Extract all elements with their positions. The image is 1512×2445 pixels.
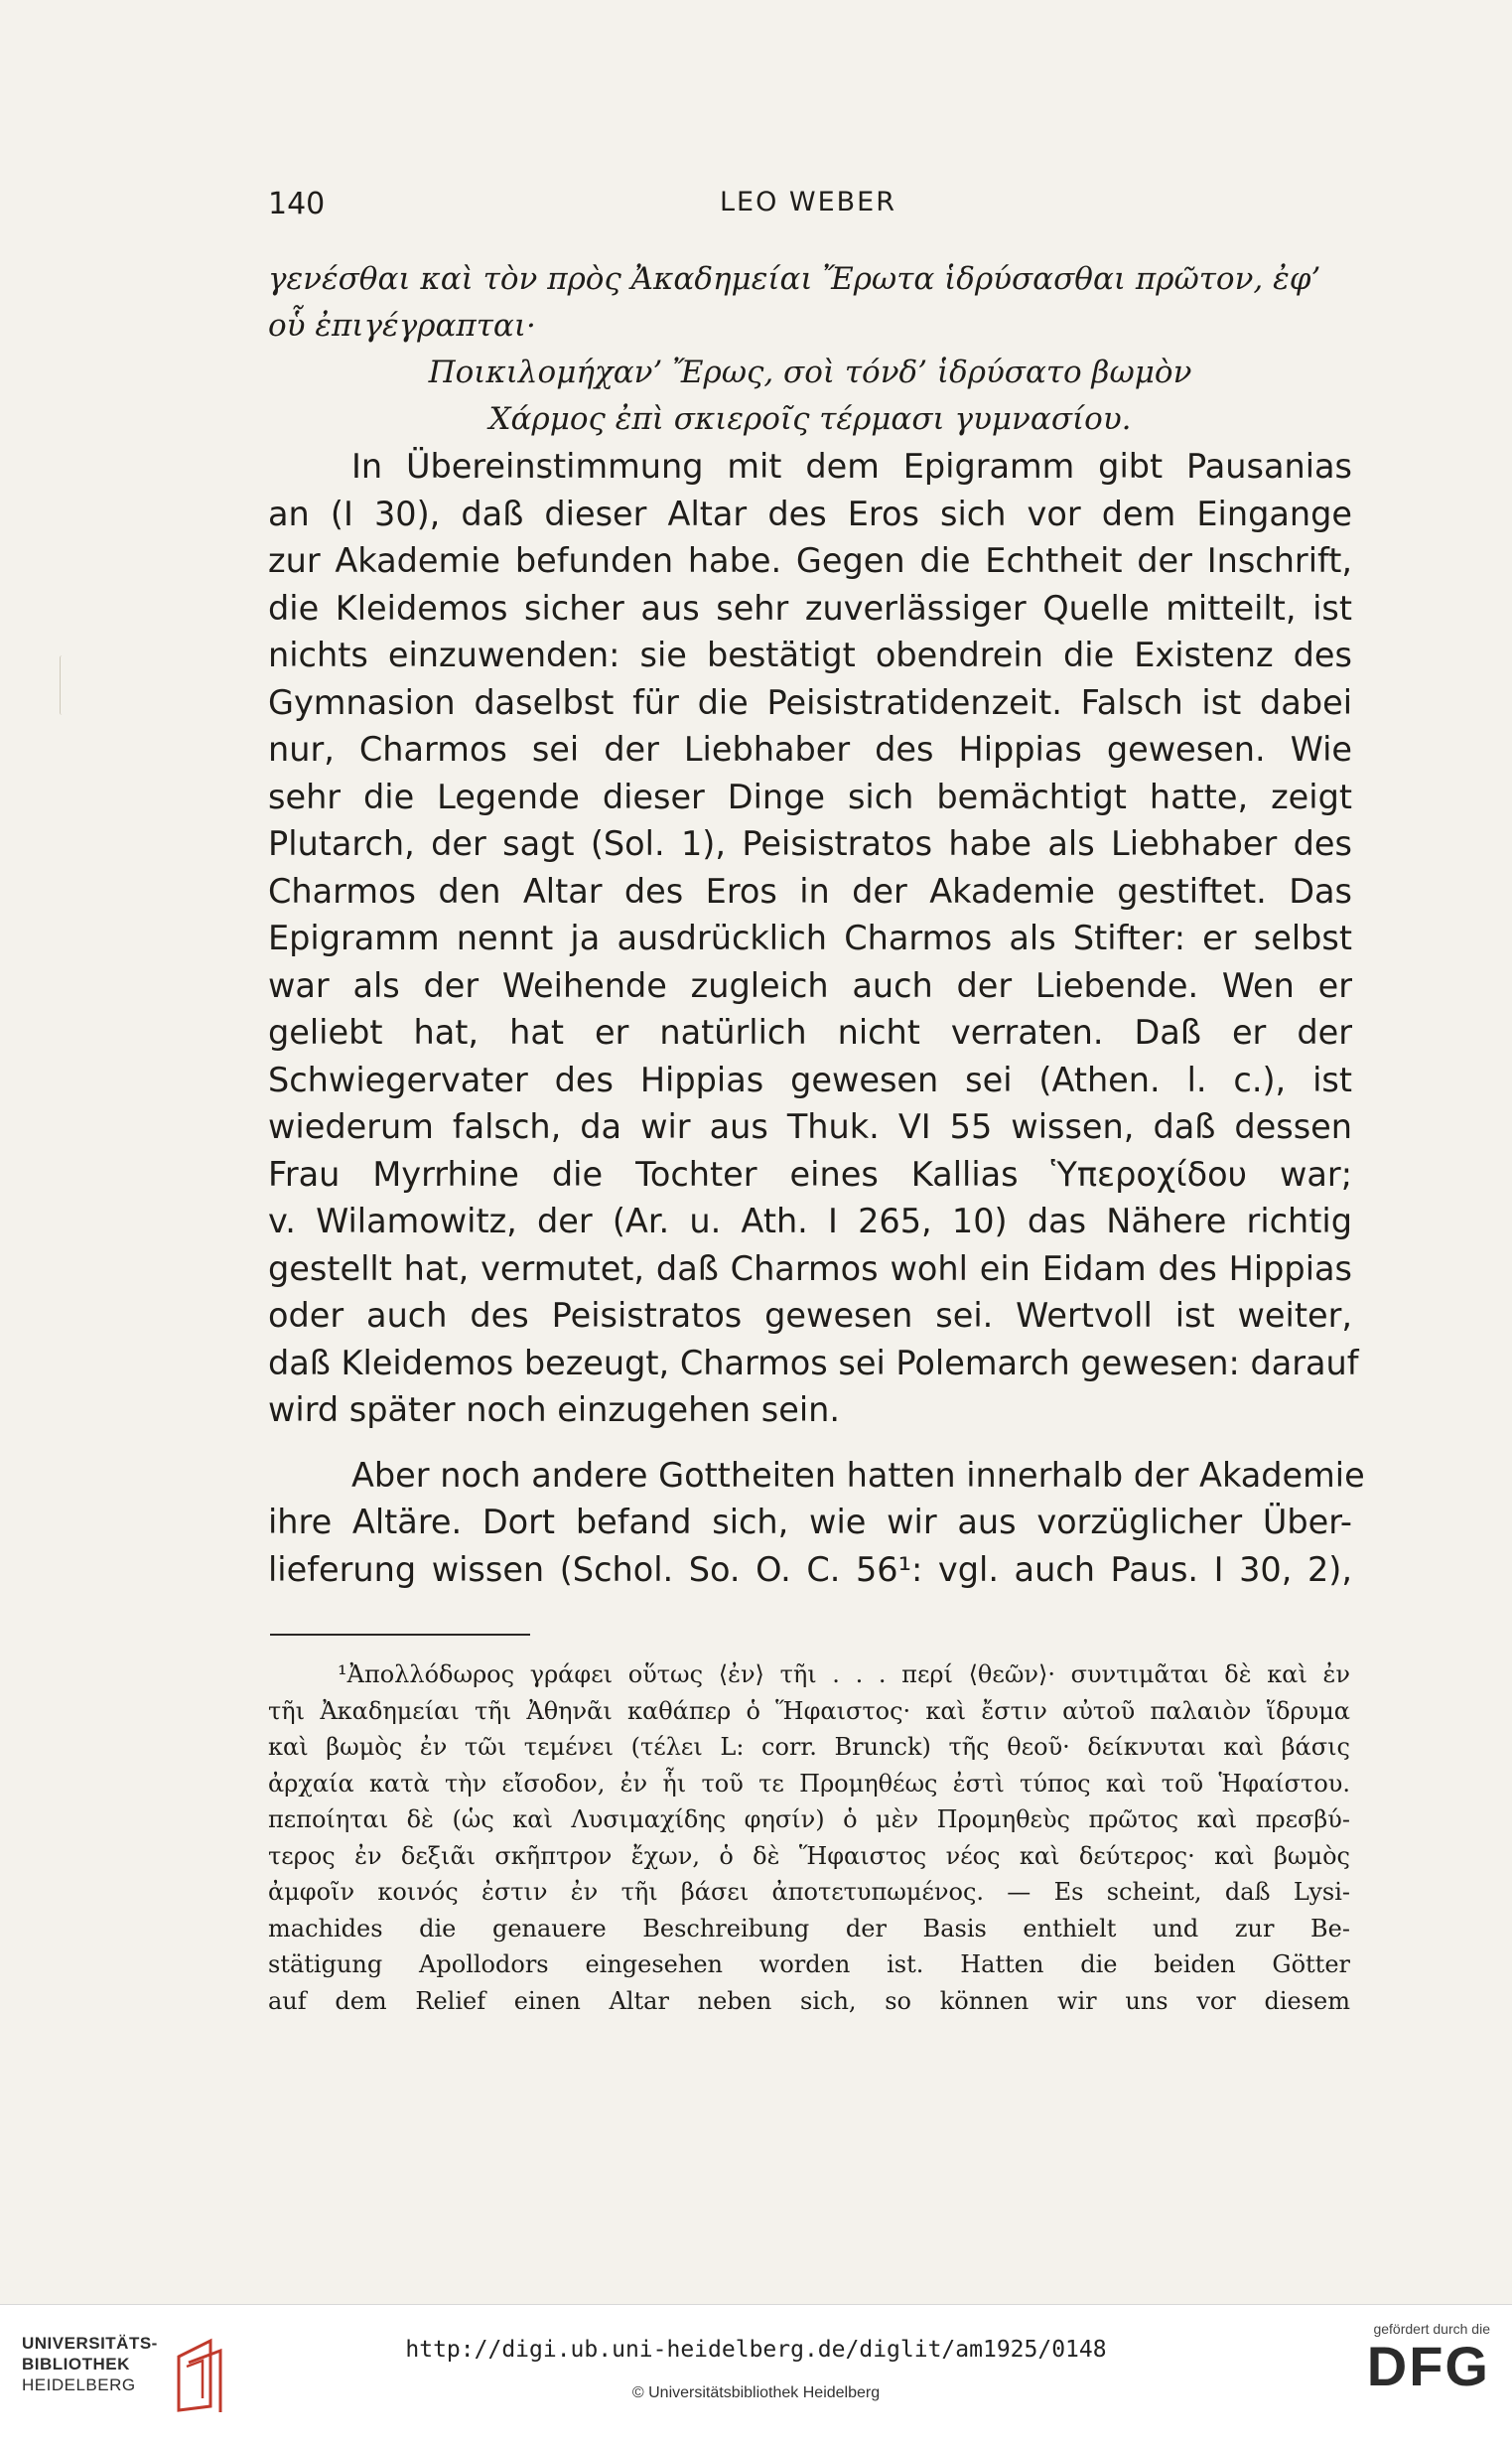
paragraph-1 [268, 443, 1359, 1434]
paragraph-gap [268, 1434, 1352, 1452]
footnote-separator [270, 1634, 530, 1636]
dfg-logo[interactable]: DFG [1366, 2335, 1490, 2397]
text-line: nur, Charmos sei der Liebhaber des Hippias gewesen. Wie [268, 730, 1352, 769]
greek-intro-line: γενέσθαι καὶ τὸν πρὸς Ἀκαδημείαι Ἔρωτα ἱδρύσασθαι πρῶτον, ἐφ’ [268, 261, 1321, 297]
funded-by-label: gefördert durch die [1373, 2321, 1490, 2337]
text-line: Frau Myrrhine die Tochter eines Kallias Ὑπεροχίδου war; [268, 1154, 1352, 1194]
page-number: 140 [268, 187, 326, 221]
digitization-footer [0, 2304, 1512, 2445]
paragraph-2 [268, 1452, 1365, 1594]
text-line: oder auch des Peisistratos gewesen sei. Wertvoll ist weiter, [268, 1296, 1352, 1335]
text-line: Epigramm nennt ja ausdrücklich Charmos als Stifter: er selbst [268, 919, 1352, 957]
text-line: war als der Weihende zugleich auch der Liebende. Wen er [268, 965, 1352, 1005]
text-line: nichts einzuwenden: sie bestätigt obendrein die Existenz des [268, 636, 1352, 674]
text-line: Gymnasion daselbst für die Peisistratidenzeit. Falsch ist dabei [268, 682, 1352, 722]
library-name-line: HEIDELBERG [22, 2375, 136, 2394]
text-line: Schwiegervater des Hippias gewesen sei (Athen. l. c.), ist [268, 1060, 1352, 1099]
text-line: Aber noch andere Gottheiten hatten innerhalb der Akademie [351, 1455, 1365, 1495]
footnote-line: πεποίηται δὲ (ὡς καὶ Λυσιμαχίδης φησίν) ὁ μὲν Προμηθεὺς πρῶτος καὶ πρεσβύ- [268, 1805, 1350, 1833]
text-line: an (I 30), daß dieser Altar des Eros sich vor dem Eingange [268, 494, 1352, 533]
text-line: Plutarch, der sagt (Sol. 1), Peisistratos habe als Liebhaber des [268, 824, 1352, 863]
text-line: Charmos den Altar des Eros in der Akademie gestiftet. Das [268, 871, 1352, 911]
footnote-line: τῆι Ἀκαδημείαι τῆι Ἀθηνᾶι καθάπερ ὁ Ἥφαιστος· καὶ ἔστιν αὐτοῦ παλαιὸν ἵδρυμα [268, 1696, 1350, 1725]
footnote-line: καὶ βωμὸς ἐν τῶι τεμένει (τέλει L: corr. Brunck) τῆς θεοῦ· δείκνυται καὶ βάσις [268, 1733, 1350, 1761]
page-header [268, 187, 1348, 226]
permalink-url[interactable]: http://digi.ub.uni-heidelberg.de/diglit/am1925/0148 [405, 2337, 1107, 2363]
running-head: LEO WEBER [719, 187, 897, 217]
footnote-line: stätigung Apollodors eingesehen worden ist. Hatten die beiden Götter [268, 1950, 1350, 1978]
funder-block [1341, 2321, 1490, 2396]
footnote-line: machides die genauere Beschreibung der Basis enthielt und zur Be- [268, 1914, 1350, 1942]
footnote-line: ἀμφοῖν κοινός ἐστιν ἐν τῆι βάσει ἀποτετυπωμένος. — Es scheint, daß Lysi- [268, 1878, 1350, 1906]
footnote-line: τερος ἐν δεξιᾶι σκῆπτρον ἔχων, ὁ δὲ Ἥφαιστος νέος καὶ δεύτερος· καὶ βωμὸς [268, 1841, 1350, 1870]
library-name-line: BIBLIOTHEK [22, 2355, 130, 2373]
text-line: ihre Altäre. Dort befand sich, wie wir aus vorzüglicher Über- [268, 1503, 1352, 1541]
text-line: In Übereinstimmung mit dem Epigramm gibt Pausanias [351, 447, 1352, 486]
library-name-line: UNIVERSITÄTS- [22, 2334, 158, 2353]
text-line: sehr die Legende dieser Dinge sich bemächtigt hatte, zeigt [268, 777, 1352, 816]
margin-mark [60, 655, 65, 715]
text-line: wird später noch einzugehen sein. [268, 1390, 841, 1429]
text-line: zur Akademie befunden habe. Gegen die Echtheit der Inschrift, [268, 541, 1352, 580]
text-line: wiederum falsch, da wir aus Thuk. VI 55 wissen, daß dessen [268, 1107, 1352, 1146]
footnote-line: ¹Ἀπολλόδωρος γράφει οὕτως ⟨ἐν⟩ τῆι . . . περί ⟨θεῶν⟩· συντιμᾶται δὲ καὶ ἐν [338, 1660, 1350, 1688]
footnote-line: ἀρχαία κατὰ τὴν εἴσοδον, ἐν ἧι τοῦ τε Προμηθέως ἐστὶ τύπος καὶ τοῦ Ἡφαίστου. [268, 1769, 1350, 1798]
text-line: lieferung wissen (Schol. So. O. C. 56¹: vgl. auch Paus. I 30, 2), [268, 1549, 1352, 1589]
copyright-notice: © Universitätsbibliothek Heidelberg [631, 2384, 881, 2401]
epigram-verse: Χάρμος ἐπὶ σκιεροῖς τέρμασι γυμνασίου. [488, 401, 1132, 437]
text-line: geliebt hat, hat er natürlich nicht verraten. Daß er der [268, 1013, 1352, 1052]
text-line: die Kleidemos sicher aus sehr zuverlässiger Quelle mitteilt, ist [268, 588, 1352, 628]
epigram-verse: Ποικιλομήχαν’ Ἔρως, σοὶ τόνδ’ ἱδρύσατο βωμὸν [428, 355, 1192, 390]
main-text [268, 256, 1365, 1593]
footnote-line: auf dem Relief einen Altar neben sich, so können wir uns vor diesem [268, 1986, 1350, 2015]
greek-intro-line: οὗ ἐπιγέγραπται· [268, 308, 536, 344]
text-line: v. Wilamowitz, der (Ar. u. Ath. I 265, 10) das Nähere richtig [268, 1202, 1352, 1240]
text-line: gestellt hat, vermutet, daß Charmos wohl ein Eidam des Hippias [268, 1248, 1352, 1288]
text-line: daß Kleidemos bezeugt, Charmos sei Polemarch gewesen: darauf [268, 1343, 1359, 1382]
footnote-block [268, 1656, 1350, 2019]
